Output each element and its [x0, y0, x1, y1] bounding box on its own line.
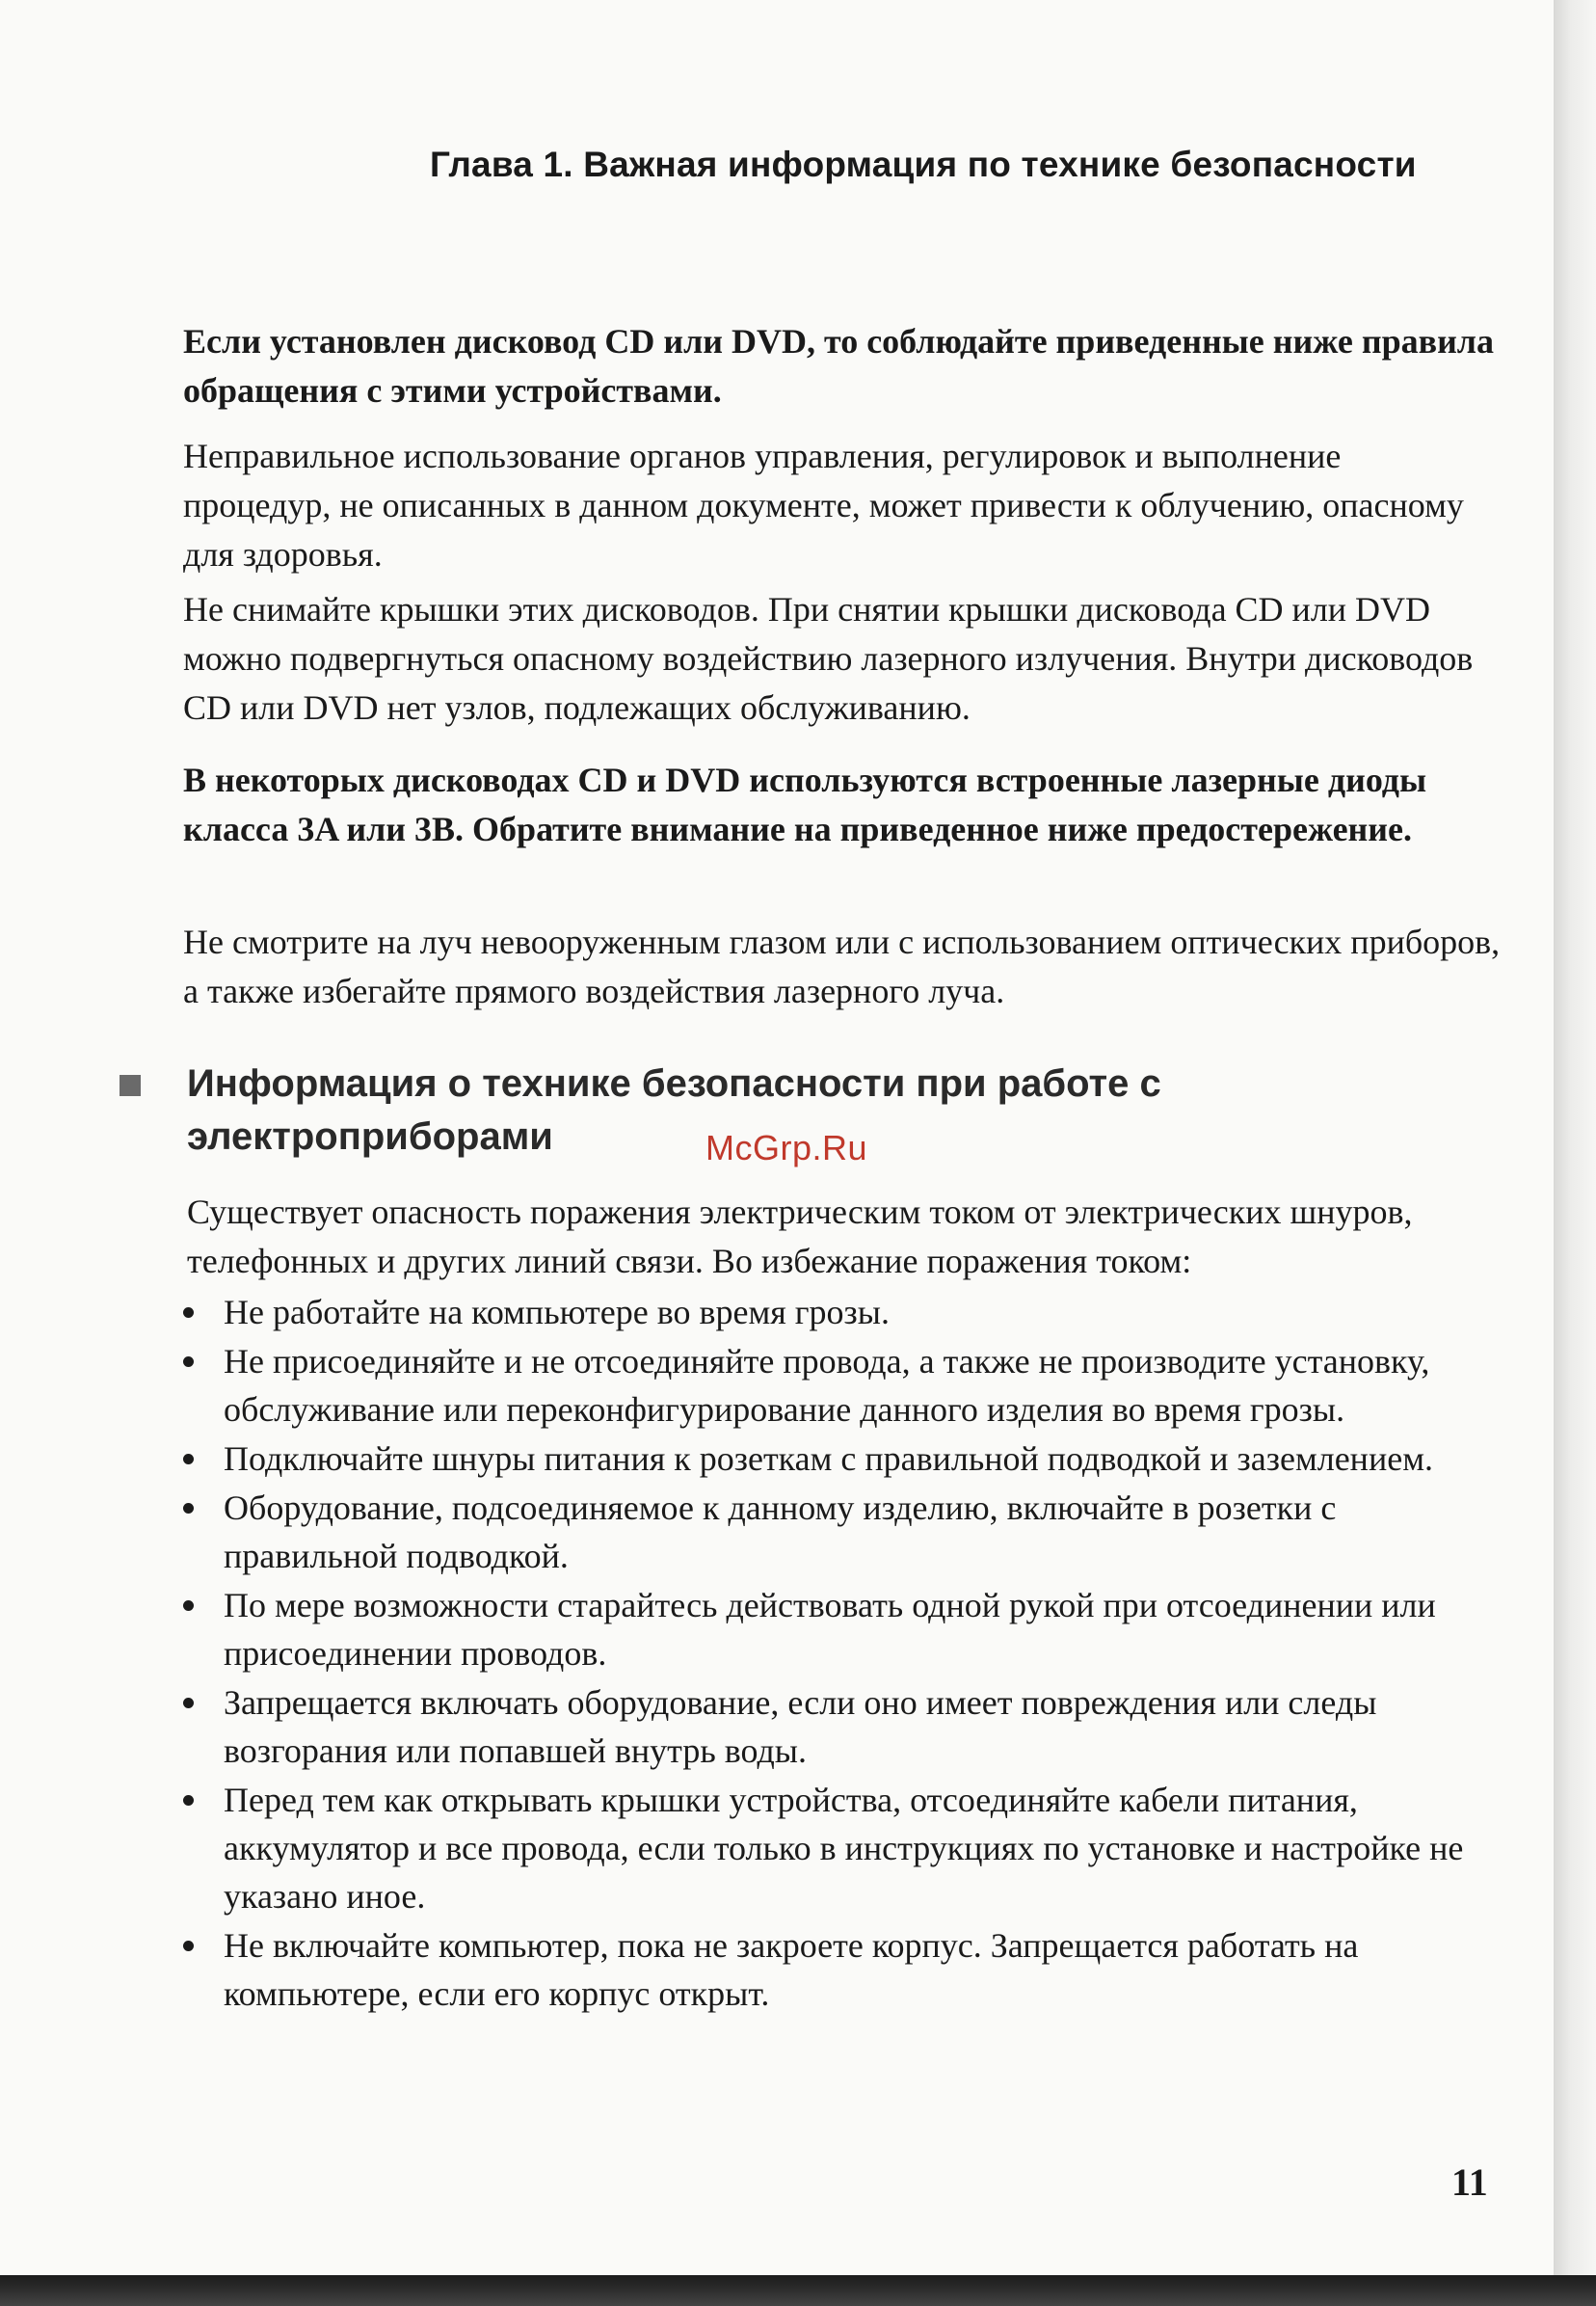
bullet-dot-icon [183, 1454, 194, 1464]
list-item-text: Не работайте на компьютере во время грозы. [224, 1293, 890, 1331]
bullet-dot-icon [183, 1698, 194, 1708]
electrical-safety-list [183, 1288, 1494, 2019]
list-item [183, 1435, 1494, 1483]
page-number: 11 [1451, 2160, 1488, 2204]
list-item [183, 1921, 1494, 2018]
bullet-dot-icon [183, 1941, 194, 1951]
bullet-dot-icon [183, 1356, 194, 1367]
laser-warning-heading: В некоторых дисководах CD и DVD используются встроенные лазерные диоды класса 3A или 3B. Обратите внимание на приведенное ниже предостережение. [183, 761, 1427, 848]
laser-paragraph: Не смотрите на луч невооруженным глазом или с использованием оптических приборов, а также избегайте прямого воздействия лазерного луча. [183, 923, 1501, 1010]
bullet-dot-icon [183, 1307, 194, 1318]
list-item-text: Подключайте шнуры питания к розеткам с правильной подводкой и заземлением. [224, 1439, 1433, 1478]
watermark: McGrp.Ru [705, 1128, 868, 1167]
electrical-intro: Существует опасность поражения электрическим током от электрических шнуров, телефонных и других линий связи. Во избежание поражения током: [187, 1193, 1413, 1280]
list-item-text: Не присоединяйте и не отсоединяйте провода, а также не производите установку, обслуживание или переконфигурирование данного изделия во время грозы. [224, 1342, 1430, 1429]
page-edge-bottom [0, 2275, 1596, 2306]
list-item-text: Оборудование, подсоединяемое к данному изделию, включайте в розетки с правильной подводкой. [224, 1488, 1337, 1575]
bullet-dot-icon [183, 1795, 194, 1806]
list-item [183, 1776, 1494, 1920]
electrical-safety-heading-text: Информация о технике безопасности при работе с электроприборами [187, 1062, 1161, 1158]
list-item [183, 1337, 1494, 1434]
list-item [183, 1678, 1494, 1775]
bullet-dot-icon [183, 1503, 194, 1514]
bullet-dot-icon [183, 1600, 194, 1611]
list-item-text: Не включайте компьютер, пока не закроете корпус. Запрещается работать на компьютере, если его корпус открыт. [224, 1926, 1359, 2013]
section-bullet-square-icon [120, 1075, 141, 1096]
list-item [183, 1484, 1494, 1580]
list-item [183, 1288, 1494, 1336]
list-item-text: По мере возможности старайтесь действовать одной рукой при отсоединении или присоединении проводов. [224, 1586, 1436, 1673]
list-item [183, 1581, 1494, 1677]
page-edge-right [1554, 0, 1596, 2306]
dvd-paragraph-2: Не снимайте крышки этих дисководов. При снятии крышки дисковода CD или DVD можно подвергнуться опасному воздействию лазерного излучения. Внутри дисководов CD или DVD нет узлов, подлежащих обслуживанию. [183, 590, 1474, 727]
list-item-text: Запрещается включать оборудование, если оно имеет повреждения или следы возгорания или попавшей внутрь воды. [224, 1683, 1377, 1770]
list-item-text: Перед тем как открывать крышки устройства, отсоединяйте кабели питания, аккумулятор и все провода, если только в инструкциях по установке и настройке не указано иное. [224, 1781, 1464, 1916]
dvd-paragraph-1: Неправильное использование органов управления, регулировок и выполнение процедур, не описанных в данном документе, может привести к облучению, опасному для здоровья. [183, 437, 1464, 574]
chapter-header: Глава 1. Важная информация по технике безопасности [430, 145, 1417, 184]
dvd-warning-heading: Если установлен дисковод CD или DVD, то соблюдайте приведенные ниже правила обращения с этими устройствами. [183, 322, 1495, 410]
